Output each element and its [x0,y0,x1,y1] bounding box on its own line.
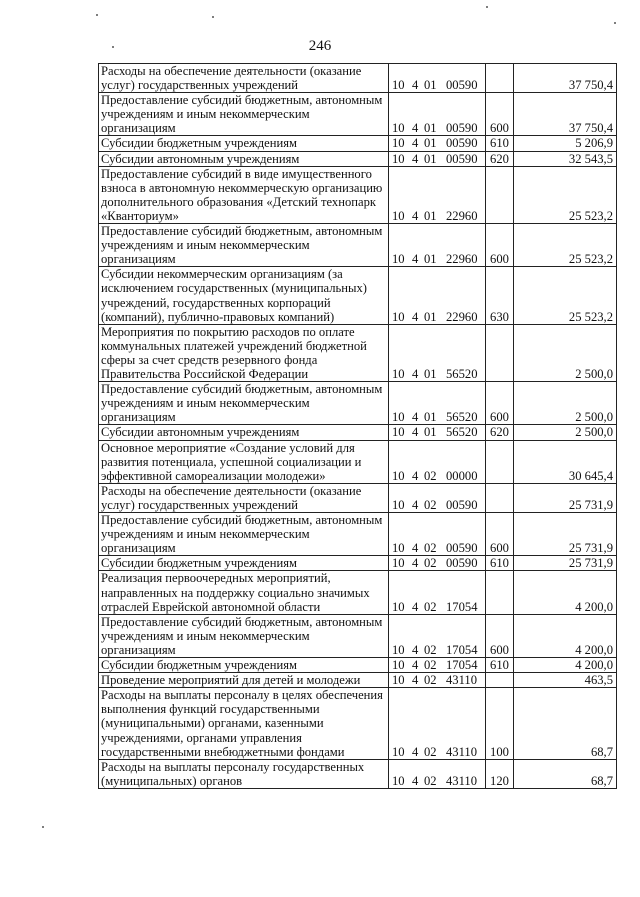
code-part: 01 [424,425,437,440]
row-amount: 25 731,9 [514,556,617,571]
code-part: 10 [392,151,405,166]
row-name: Субсидии бюджетным учреждениям [99,556,389,571]
row-code [389,151,486,166]
table-row [99,93,617,136]
code-part: 4 [412,136,419,151]
row-vr: 600 [486,382,514,425]
code-part: 01 [424,252,437,267]
table-row [99,513,617,556]
table-row [99,151,617,166]
code-part: 01 [424,136,437,151]
row-vr: 600 [486,224,514,267]
row-amount: 37 750,4 [514,64,617,93]
code-part: 10 [392,497,405,512]
code-part: 22960 [446,252,478,267]
row-code [389,267,486,324]
row-vr: 620 [486,425,514,440]
row-name: Предоставление субсидий бюджетным, автономным учреждениям и иным некоммерческим организациям [99,382,389,425]
code-part: 17054 [446,599,478,614]
row-code [389,483,486,512]
table-row [99,64,617,93]
table-row [99,166,617,223]
code-part: 10 [392,744,405,759]
row-amount: 25 731,9 [514,483,617,512]
row-vr: 610 [486,556,514,571]
row-name: Основное мероприятие «Создание условий для развития потенциала, успешной социализации и эффективной самореализации молодежи» [99,440,389,483]
code-part: 4 [412,642,419,657]
code-part: 4 [412,468,419,483]
budget-table [98,63,617,789]
code-part: 02 [424,658,437,672]
code-part: 02 [424,642,437,657]
row-code [389,224,486,267]
row-amount: 4 200,0 [514,658,617,673]
code-part: 43110 [446,773,478,788]
row-vr: 120 [486,759,514,788]
row-amount: 2 500,0 [514,425,617,440]
code-part: 02 [424,744,437,759]
code-part: 4 [412,744,419,759]
code-part: 10 [392,468,405,483]
row-amount: 4 200,0 [514,571,617,614]
row-name: Расходы на обеспечение деятельности (оказание услуг) государственных учреждений [99,64,389,93]
scan-speck [42,826,44,828]
row-name: Предоставление субсидий бюджетным, автономным учреждениям и иным некоммерческим организациям [99,614,389,657]
row-name: Реализация первоочередных мероприятий, направленных на поддержку социально значимых отраслей Еврейской автономной области [99,571,389,614]
row-code [389,136,486,151]
row-vr: 100 [486,688,514,760]
code-part: 4 [412,252,419,267]
row-vr: 600 [486,513,514,556]
row-name: Субсидии некоммерческим организациям (за исключением государственных (муниципальных) учреждений, государственных корпораций (компаний), публично-правовых компаний) [99,267,389,324]
table-row [99,382,617,425]
code-part: 22960 [446,309,478,324]
row-name: Субсидии автономным учреждениям [99,151,389,166]
code-part: 10 [392,208,405,223]
row-name: Проведение мероприятий для детей и молодежи [99,673,389,688]
row-amount: 30 645,4 [514,440,617,483]
table-row [99,673,617,688]
row-code [389,93,486,136]
row-amount: 25 731,9 [514,513,617,556]
code-part: 02 [424,773,437,788]
code-part: 00590 [446,556,478,571]
row-code [389,614,486,657]
code-part: 56520 [446,410,478,425]
row-vr: 620 [486,151,514,166]
code-part: 10 [392,121,405,136]
row-name: Мероприятия по покрытию расходов по оплате коммунальных платежей учреждений бюджетной сферы за счет средств резервного фонда Правительства Российской Федерации [99,324,389,381]
code-part: 4 [412,208,419,223]
code-part: 00590 [446,497,478,512]
code-part: 02 [424,497,437,512]
row-code [389,513,486,556]
table-row [99,440,617,483]
code-part: 02 [424,541,437,556]
row-amount: 68,7 [514,688,617,760]
row-amount: 37 750,4 [514,93,617,136]
code-part: 01 [424,208,437,223]
row-amount: 2 500,0 [514,324,617,381]
scan-speck [96,14,98,16]
table-row [99,614,617,657]
code-part: 4 [412,151,419,166]
code-part: 43110 [446,673,478,688]
code-part: 17054 [446,658,478,672]
code-part: 10 [392,136,405,151]
code-part: 02 [424,673,437,688]
row-code [389,688,486,760]
row-vr [486,483,514,512]
code-part: 10 [392,642,405,657]
code-part: 56520 [446,425,478,440]
code-part: 10 [392,252,405,267]
code-part: 00590 [446,121,478,136]
row-amount: 4 200,0 [514,614,617,657]
scan-speck [486,6,488,8]
row-vr: 610 [486,136,514,151]
row-code [389,324,486,381]
code-part: 4 [412,773,419,788]
code-part: 00590 [446,151,478,166]
table-row [99,324,617,381]
code-part: 10 [392,410,405,425]
row-name: Предоставление субсидий бюджетным, автономным учреждениям и иным некоммерческим организациям [99,513,389,556]
code-part: 01 [424,78,437,93]
row-vr: 630 [486,267,514,324]
code-part: 4 [412,309,419,324]
code-part: 4 [412,497,419,512]
row-code [389,658,486,673]
row-amount: 25 523,2 [514,166,617,223]
row-vr [486,166,514,223]
row-code [389,571,486,614]
code-part: 4 [412,556,419,571]
row-code [389,425,486,440]
table-row [99,483,617,512]
scan-speck [112,46,114,48]
code-part: 10 [392,78,405,93]
table-row [99,224,617,267]
code-part: 10 [392,309,405,324]
row-code [389,166,486,223]
code-part: 02 [424,599,437,614]
row-vr [486,324,514,381]
code-part: 4 [412,673,419,688]
table-row [99,688,617,760]
code-part: 43110 [446,744,478,759]
scan-speck [614,22,616,24]
row-name: Предоставление субсидий в виде имущественного взноса в автономную некоммерческую организацию дополнительного образования «Детский технопарк «Кванториум» [99,166,389,223]
code-part: 01 [424,410,437,425]
row-vr [486,673,514,688]
row-code [389,759,486,788]
row-name: Субсидии бюджетным учреждениям [99,658,389,673]
table-row [99,556,617,571]
code-part: 02 [424,468,437,483]
code-part: 56520 [446,367,478,382]
code-part: 4 [412,78,419,93]
row-amount: 25 523,2 [514,224,617,267]
row-amount: 463,5 [514,673,617,688]
code-part: 10 [392,367,405,382]
code-part: 01 [424,151,437,166]
row-code [389,556,486,571]
table-row [99,571,617,614]
row-vr: 600 [486,93,514,136]
code-part: 10 [392,658,405,672]
row-name: Расходы на выплаты персоналу в целях обеспечения выполнения функций государственными (муниципальными) органами, казенными учреждениями, органами управления государственными внебюджетными фондами [99,688,389,760]
code-part: 00590 [446,541,478,556]
row-name: Расходы на обеспечение деятельности (оказание услуг) государственных учреждений [99,483,389,512]
row-code [389,382,486,425]
row-code [389,673,486,688]
table-row [99,759,617,788]
code-part: 4 [412,410,419,425]
table-row [99,136,617,151]
code-part: 10 [392,599,405,614]
code-part: 4 [412,599,419,614]
row-amount: 32 543,5 [514,151,617,166]
code-part: 4 [412,367,419,382]
row-name: Субсидии автономным учреждениям [99,425,389,440]
row-amount: 68,7 [514,759,617,788]
code-part: 10 [392,556,405,571]
code-part: 00590 [446,78,478,93]
table-row [99,658,617,673]
row-vr: 600 [486,614,514,657]
row-name: Расходы на выплаты персоналу государственных (муниципальных) органов [99,759,389,788]
table-row [99,425,617,440]
row-code [389,64,486,93]
code-part: 01 [424,367,437,382]
code-part: 02 [424,556,437,571]
code-part: 4 [412,121,419,136]
code-part: 10 [392,425,405,440]
code-part: 4 [412,658,419,672]
code-part: 10 [392,773,405,788]
row-amount: 5 206,9 [514,136,617,151]
row-vr [486,571,514,614]
row-name: Субсидии бюджетным учреждениям [99,136,389,151]
code-part: 10 [392,541,405,556]
page-number: 246 [308,38,332,54]
table-row [99,267,617,324]
code-part: 4 [412,541,419,556]
code-part: 17054 [446,642,478,657]
row-amount: 2 500,0 [514,382,617,425]
code-part: 10 [392,673,405,688]
row-vr [486,440,514,483]
code-part: 4 [412,425,419,440]
scan-speck [212,16,214,18]
code-part: 22960 [446,208,478,223]
code-part: 01 [424,309,437,324]
row-vr [486,64,514,93]
row-vr: 610 [486,658,514,673]
code-part: 01 [424,121,437,136]
row-name: Предоставление субсидий бюджетным, автономным учреждениям и иным некоммерческим организациям [99,93,389,136]
row-code [389,440,486,483]
row-name: Предоставление субсидий бюджетным, автономным учреждениям и иным некоммерческим организациям [99,224,389,267]
row-amount: 25 523,2 [514,267,617,324]
code-part: 00590 [446,136,478,151]
code-part: 00000 [446,468,478,483]
